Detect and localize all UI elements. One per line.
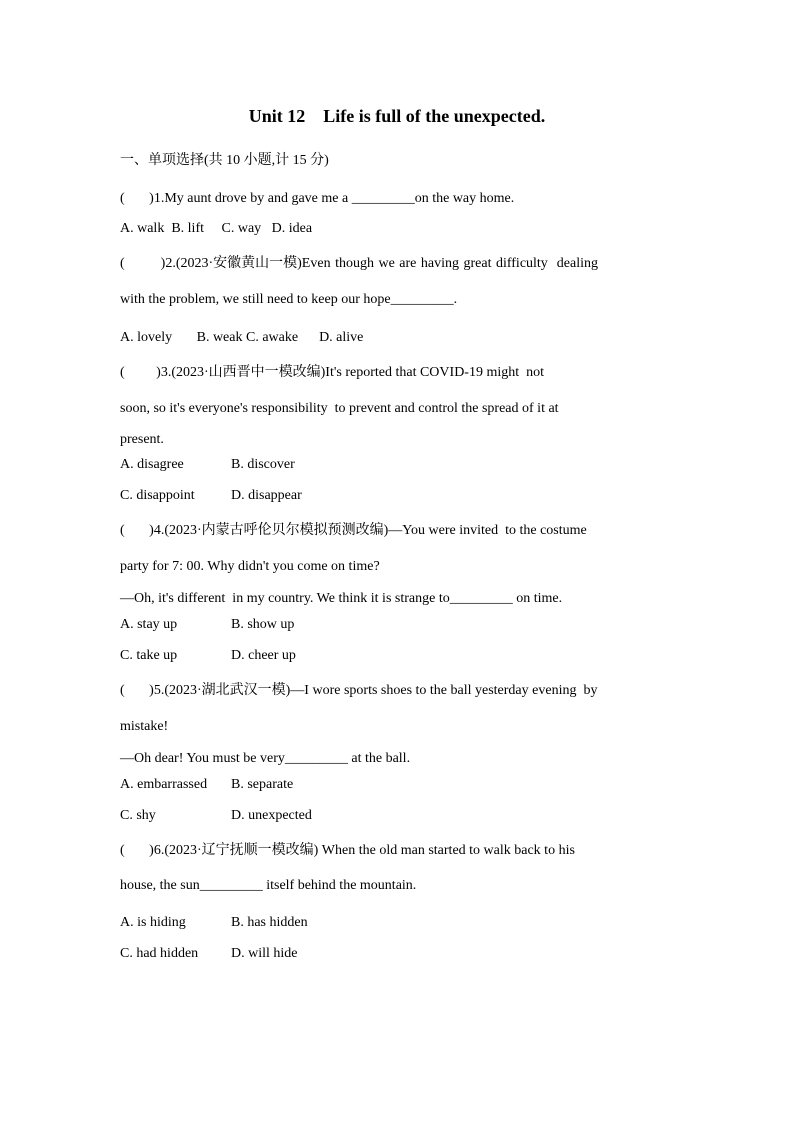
page-title: Unit 12 Life is full of the unexpected.	[248, 106, 546, 126]
options-inline: A. lovely B. weak C. awake D. alive	[120, 330, 364, 345]
stem-line: ( )3.(2023·山西晋中一模改编)It's reported that COVID-19 might not	[120, 365, 545, 380]
option-a: A. stay up	[120, 617, 178, 632]
question-3	[120, 359, 674, 511]
stem-line: ( )4.(2023·内蒙古呼伦贝尔模拟预测改编)—You were invited to the costume	[120, 523, 587, 538]
option-b: B. discover	[231, 457, 295, 472]
stem-line: ( )2.(2023·安徽黄山一模)Even though we are having great difficulty dealing	[120, 256, 599, 271]
section-heading: 一、单项选择(共 10 小题,计 15 分)	[120, 153, 329, 168]
options-row	[120, 800, 674, 831]
question-6	[120, 837, 674, 969]
question-2	[120, 250, 674, 353]
option-b: B. separate	[231, 777, 294, 792]
option-d: D. disappear	[231, 488, 302, 503]
stem-line: with the problem, we still need to keep our hope_________.	[120, 292, 458, 307]
stem-line: present.	[120, 432, 164, 447]
option-d: D. cheer up	[231, 648, 296, 663]
option-c: C. disappoint	[120, 488, 195, 503]
options-row	[120, 449, 674, 480]
question-1	[120, 185, 674, 244]
options-row	[120, 640, 674, 671]
stem-line: mistake!	[120, 719, 169, 734]
option-c: C. shy	[120, 808, 156, 823]
option-d: D. unexpected	[231, 808, 312, 823]
stem-line: ( )5.(2023·湖北武汉一模)—I wore sports shoes to the ball yesterday evening by	[120, 683, 598, 698]
options-inline: A. walk B. lift C. way D. idea	[120, 221, 313, 236]
question-5	[120, 677, 674, 831]
stem-followup: —Oh, it's different in my country. We think it is strange to_________ on time.	[120, 591, 563, 606]
options-row	[120, 769, 674, 800]
option-c: C. had hidden	[120, 946, 199, 961]
options-row	[120, 213, 674, 244]
option-a: A. disagree	[120, 457, 184, 472]
question-stem	[120, 185, 674, 213]
question-4	[120, 517, 674, 671]
options-row	[120, 480, 674, 511]
stem-followup: —Oh dear! You must be very_________ at the ball.	[120, 751, 411, 766]
option-a: A. is hiding	[120, 915, 186, 930]
option-d: D. will hide	[231, 946, 298, 961]
options-row	[120, 907, 674, 938]
options-row	[120, 609, 674, 640]
option-b: B. has hidden	[231, 915, 308, 930]
options-row	[120, 322, 674, 353]
option-a: A. embarrassed	[120, 777, 208, 792]
stem-line: party for 7: 00. Why didn't you come on time?	[120, 559, 380, 574]
option-c: C. take up	[120, 648, 178, 663]
options-row	[120, 938, 674, 969]
stem-line: ( )6.(2023·辽宁抚顺一模改编) When the old man started to walk back to his	[120, 843, 575, 858]
stem-line: house, the sun_________ itself behind the mountain.	[120, 878, 417, 893]
stem-line: ( )1.My aunt drove by and gave me a _________on the way home.	[120, 191, 515, 206]
option-b: B. show up	[231, 617, 295, 632]
stem-line: soon, so it's everyone's responsibility to prevent and control the spread of it at	[120, 401, 559, 416]
